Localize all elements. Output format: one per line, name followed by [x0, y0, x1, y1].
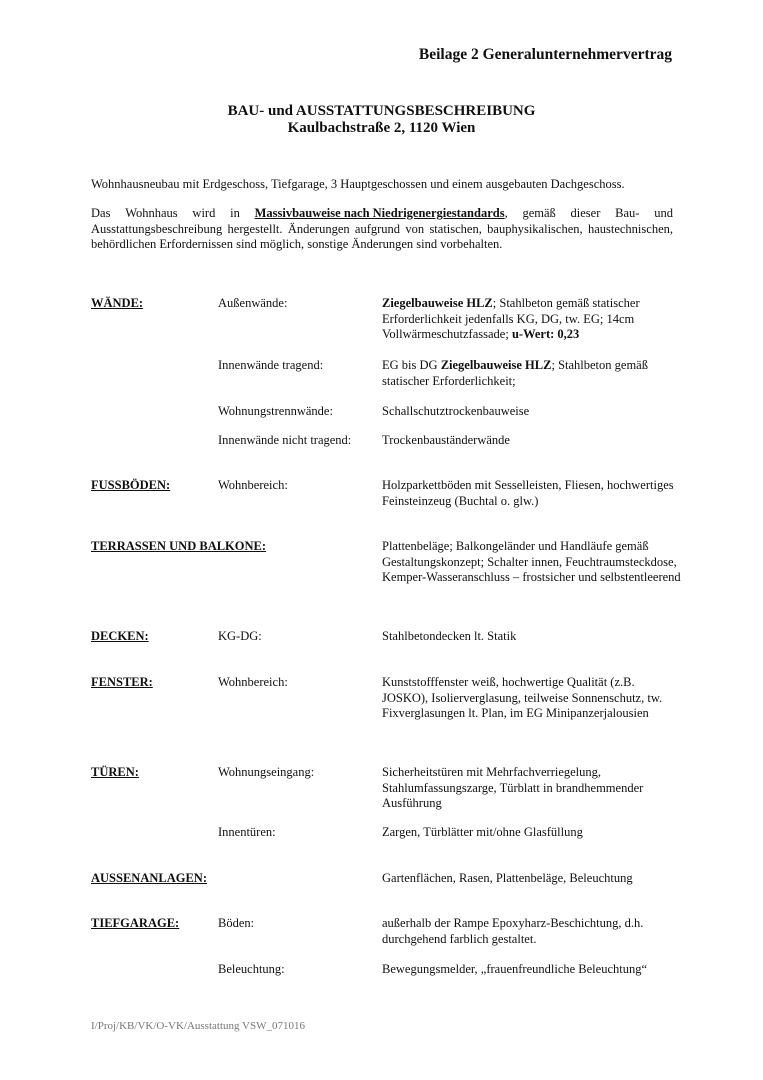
intro-word: Wohnhaus [125, 206, 178, 220]
item-description: EG bis DG Ziegelbauweise HLZ; Stahlbeton gemäß statischer Erforderlichkeit; [382, 358, 648, 388]
item-label: Wohnungstrennwände: [218, 404, 333, 418]
item-description: außerhalb der Rampe Epoxyharz-Beschichtung, d.h. durchgehend farblich gestaltet. [382, 916, 644, 946]
item-label: KG-DG: [218, 629, 262, 643]
item-description: Plattenbeläge; Balkongeländer und Handläufe gemäß Gestaltungskonzept; Schalter innen, Feuchtraumsteckdose, Kemper-Wasseranschluss – frostsicher und selbstentleerend [382, 539, 681, 584]
item-label: Außenwände: [218, 296, 288, 310]
section-heading-aussenanlagen: AUSSENANLAGEN: [91, 871, 207, 885]
intro-paragraph-1: Wohnhausneubau mit Erdgeschoss, Tiefgarage, 3 Hauptgeschossen und einem ausgebauten Dachgeschoss. [91, 177, 625, 191]
section-heading-fussboeden: FUSSBÖDEN: [91, 478, 171, 492]
item-label: Innenwände nicht tragend: [218, 433, 352, 447]
section-heading-fenster: FENSTER: [91, 675, 153, 689]
intro-word: Das [91, 206, 111, 220]
item-label: Wohnbereich: [218, 478, 288, 492]
intro-word: in [230, 206, 240, 220]
item-label: Böden: [218, 916, 255, 930]
item-description: Holzparkettböden mit Sesselleisten, Fliesen, hochwertiges Feinsteinzeug (Buchtal o. glw.) [382, 478, 674, 508]
section-heading-tueren: TÜREN: [91, 765, 139, 779]
document-subtitle: Kaulbachstraße 2, 1120 Wien [287, 120, 476, 136]
item-description: Stahlbetondecken lt. Statik [382, 629, 517, 643]
item-description: Ziegelbauweise HLZ; Stahlbeton gemäß statischer Erforderlichkeit jedenfalls KG, DG, tw. EG; 14cm Vollwärmeschutzfassade; u-Wert: 0,23 [382, 296, 640, 341]
item-description: Gartenflächen, Rasen, Plattenbeläge, Beleuchtung [382, 871, 633, 885]
intro-word: dieser [570, 206, 601, 220]
item-label: Innentüren: [218, 825, 276, 839]
item-label: Wohnungseingang: [218, 765, 315, 779]
item-label: Wohnbereich: [218, 675, 288, 689]
intro-word: wird [192, 206, 216, 220]
section-heading-tiefgarage: TIEFGARAGE: [91, 916, 180, 930]
item-description: Bewegungsmelder, „frauenfreundliche Beleuchtung“ [382, 962, 648, 976]
section-heading-terrassen: TERRASSEN UND BALKONE: [91, 539, 267, 553]
intro-word: und [654, 206, 673, 220]
intro-emphasis: Massivbauweise nach Niedrigenergiestandards, [254, 206, 508, 220]
section-heading-waende: WÄNDE: [91, 296, 144, 310]
intro-paragraph-2-rest: Ausstattungsbeschreibung hergestellt. Änderungen aufgrund von statischen, bauphysikalischen, haustechnischen, behördlichen Erfordernissen sind möglich, sonstige Änderungen sind vorbehalten. [91, 221, 673, 251]
intro-paragraph-2-first-line [91, 206, 673, 222]
item-label: Beleuchtung: [218, 962, 285, 976]
attachment-label: Beilage 2 Generalunternehmervertrag [418, 46, 672, 63]
intro-word: Bau- [615, 206, 640, 220]
document-title: BAU- und AUSSTATTUNGSBESCHREIBUNG [227, 103, 536, 119]
item-description: Kunststofffenster weiß, hochwertige Qualität (z.B. JOSKO), Isolierverglasung, teilweise Sonnenschutz, tw. Fixverglasungen lt. Plan, im EG Minipanzerjalousien [382, 675, 663, 720]
item-description: Trockenbauständerwände [382, 433, 510, 447]
intro-word: gemäß [522, 206, 556, 220]
item-description: Zargen, Türblätter mit/ohne Glasfüllung [382, 825, 583, 839]
item-description: Sicherheitstüren mit Mehrfachverriegelung, Stahlumfassungszarge, Türblatt in brandhemmender Ausführung [382, 765, 644, 810]
item-description: Schallschutztrockenbauweise [382, 404, 530, 418]
section-heading-decken: DECKEN: [91, 629, 149, 643]
intro-paragraph-2 [91, 206, 673, 253]
item-label: Innenwände tragend: [218, 358, 324, 372]
footer-file-path: I/Proj/KB/VK/O-VK/Ausstattung VSW_071016 [91, 1020, 305, 1032]
